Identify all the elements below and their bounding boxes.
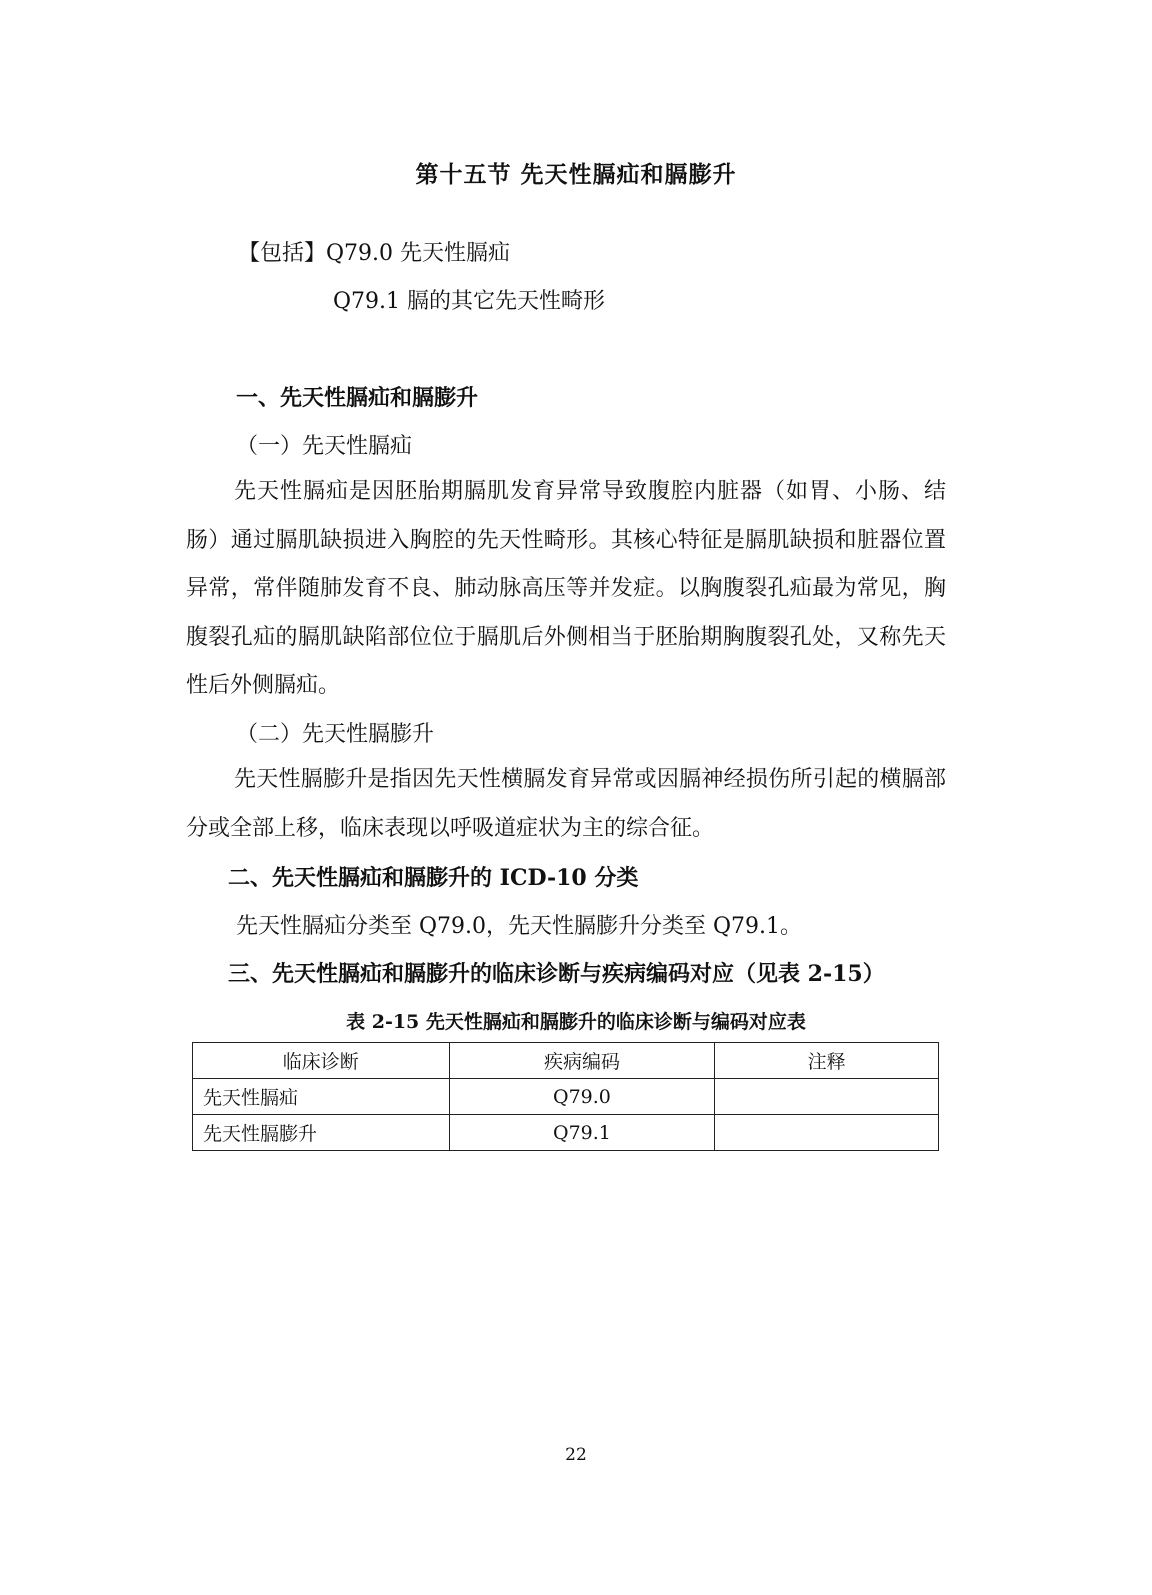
section-3-heading: 三、先天性膈疝和膈膨升的临床诊断与疾病编码对应（见表 2-15）	[228, 961, 885, 987]
cell-notes	[715, 1079, 939, 1115]
table-caption: 表 2-15 先天性膈疝和膈膨升的临床诊断与编码对应表	[346, 1011, 806, 1033]
cell-diagnosis: 先天性膈疝	[193, 1079, 450, 1115]
page-number: 22	[565, 1445, 587, 1465]
includes-line-2: Q79.1 膈的其它先天性畸形	[333, 289, 606, 314]
cell-notes	[715, 1115, 939, 1151]
page-title: 第十五节 先天性膈疝和膈膨升	[415, 161, 737, 188]
subsection-2-heading: （二）先天性膈膨升	[236, 722, 435, 747]
section-1-heading: 一、先天性膈疝和膈膨升	[236, 385, 479, 411]
header-notes: 注释	[715, 1043, 939, 1079]
cell-diagnosis: 先天性膈膨升	[193, 1115, 450, 1151]
section-2-heading: 二、先天性膈疝和膈膨升的 ICD-10 分类	[228, 865, 639, 891]
subsection-2-paragraph: 先天性膈膨升是指因先天性横膈发育异常或因膈神经损伤所引起的横膈部分或全部上移，临床表现以呼吸道症状为主的综合征。	[186, 767, 946, 841]
table-header-row	[193, 1043, 939, 1079]
table-row	[193, 1079, 939, 1115]
subsection-1-heading: （一）先天性膈疝	[236, 434, 413, 459]
diagnosis-code-table	[192, 1042, 939, 1151]
cell-code: Q79.0	[449, 1079, 715, 1115]
subsection-1-paragraph: 先天性膈疝是因胚胎期膈肌发育异常导致腹腔内脏器（如胃、小肠、结肠）通过膈肌缺损进入胸腔的先天性畸形。其核心特征是膈肌缺损和脏器位置异常，常伴随肺发育不良、肺动脉高压等并发症。以胸腹裂孔疝最为常见，胸腹裂孔疝的膈肌缺陷部位位于膈肌后外侧相当于胚胎期胸腹裂孔处，又称先天性后外侧膈疝。	[186, 479, 946, 698]
header-clinical-diagnosis: 临床诊断	[193, 1043, 450, 1079]
header-disease-code: 疾病编码	[449, 1043, 715, 1079]
section-2-text: 先天性膈疝分类至 Q79.0，先天性膈膨升分类至 Q79.1。	[236, 914, 803, 939]
cell-code: Q79.1	[449, 1115, 715, 1151]
table-row	[193, 1115, 939, 1151]
includes-line-1: 【包括】Q79.0 先天性膈疝	[238, 241, 511, 266]
